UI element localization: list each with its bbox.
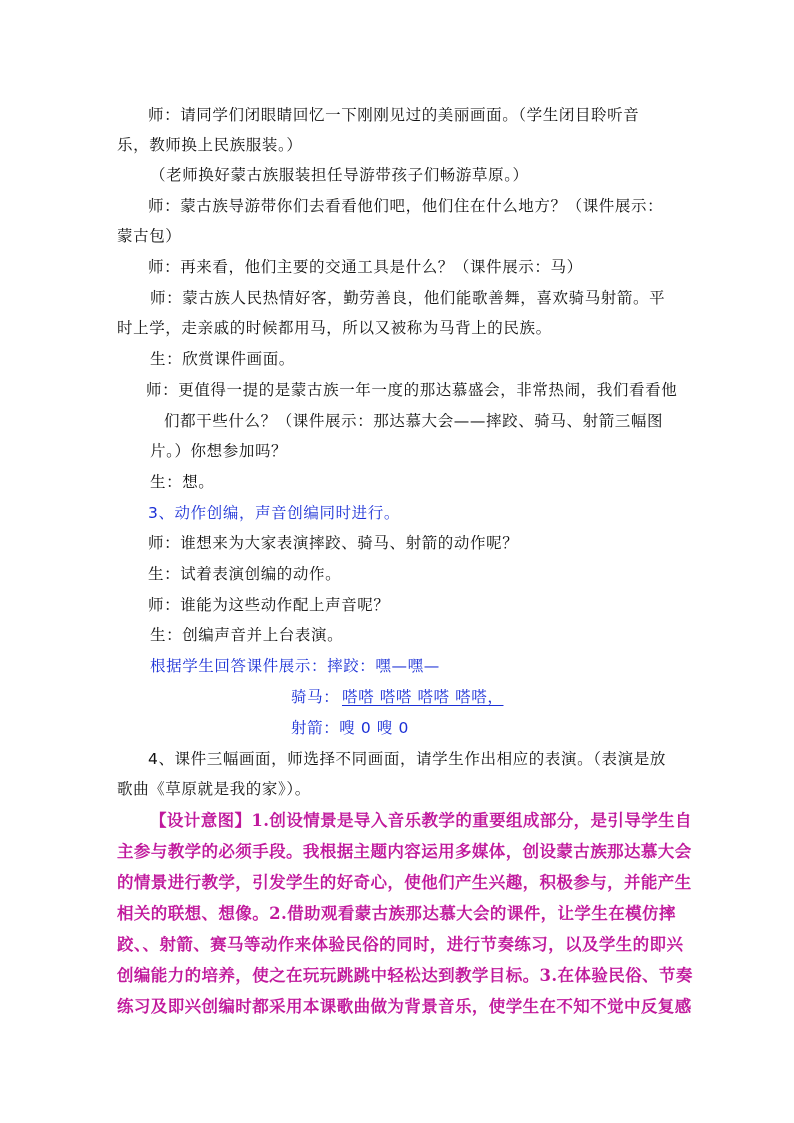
text-line: 4、课件三幅画面，师选择不同画面，请学生作出相应的表演。（表演是放: [148, 750, 666, 768]
text-line: 师：谁能为这些动作配上声音呢？: [148, 596, 390, 614]
rhythm-wrestling: 根据学生回答课件展示：摔跤：嘿—嘿—: [150, 657, 440, 675]
text-line: 师：请同学们闭眼睛回忆一下刚刚见过的美丽画面。（学生闭目聆听音: [148, 106, 640, 124]
design-intent-line: 相关的联想、想像。2.借助观看蒙古族那达慕大会的课件，让学生在模仿摔: [117, 904, 676, 923]
text-line: 师：蒙古族人民热情好客，勤劳善良，他们能歌善舞，喜欢骑马射箭。平: [150, 289, 666, 307]
text-line: 师：再来看，他们主要的交通工具是什么？（课件展示：马）: [148, 258, 583, 276]
text-line: 师：蒙古族导游带你们去看看他们吧，他们住在什么地方？（课件展示：: [148, 197, 664, 215]
design-intent-line: 练习及即兴创编时都采用本课歌曲做为背景音乐，使学生在不知不觉中反复感: [117, 997, 692, 1016]
text-line: 师：谁想来为大家表演摔跤、骑马、射箭的动作呢？: [148, 534, 519, 552]
text-line: 蒙古包）: [117, 227, 182, 245]
text-line: 片。）你想参加吗？: [150, 442, 288, 460]
rhythm-horse: 嗒嗒 嗒嗒 嗒嗒 嗒嗒，: [342, 688, 504, 706]
text-line: 歌曲《草原就是我的家》）。: [117, 780, 311, 798]
design-intent-line: 主参与教学的必须手段。我根据主题内容运用多媒体，创设蒙古族那达慕大会: [117, 842, 692, 861]
text-line: 生：创编声音并上台表演。: [150, 626, 344, 644]
text-line: 生：想。: [150, 473, 215, 491]
text-line: （老师换好蒙古族服装担任导游带孩子们畅游草原。）: [150, 166, 529, 184]
section-heading: 3、动作创编，声音创编同时进行。: [148, 504, 400, 522]
text-line: 时上学，走亲戚的时候都用马，所以又被称为马背上的民族。: [117, 319, 552, 337]
text-line: 乐，教师换上民族服装。）: [117, 136, 303, 154]
text-line: 生：欣赏课件画面。: [150, 350, 295, 368]
rhythm-horse-label: 骑马：: [291, 688, 340, 706]
design-intent-line: 创编能力的培养，使之在玩玩跳跳中轻松达到教学目标。3.在体验民俗、节奏: [117, 966, 693, 985]
text-line: 师：更值得一提的是蒙古族一年一度的那达慕盛会，非常热闹，我们看看他: [146, 381, 678, 399]
design-intent-line: 【设计意图】1.创设情景是导入音乐教学的重要组成部分，是引导学生自: [150, 811, 692, 830]
text-line: 们都干些什么？（课件展示：那达慕大会——摔跤、骑马、射箭三幅图: [164, 412, 664, 430]
text-line: 生：试着表演创编的动作。: [148, 565, 342, 583]
design-intent-line: 跤、、射箭、赛马等动作来体验民俗的同时，进行节奏练习，以及学生的即兴: [117, 935, 684, 954]
design-intent-line: 的情景进行教学，引发学生的好奇心，使他们产生兴趣，积极参与，并能产生: [117, 873, 692, 892]
rhythm-archery: 射箭：嗖 0 嗖 0: [291, 719, 410, 737]
